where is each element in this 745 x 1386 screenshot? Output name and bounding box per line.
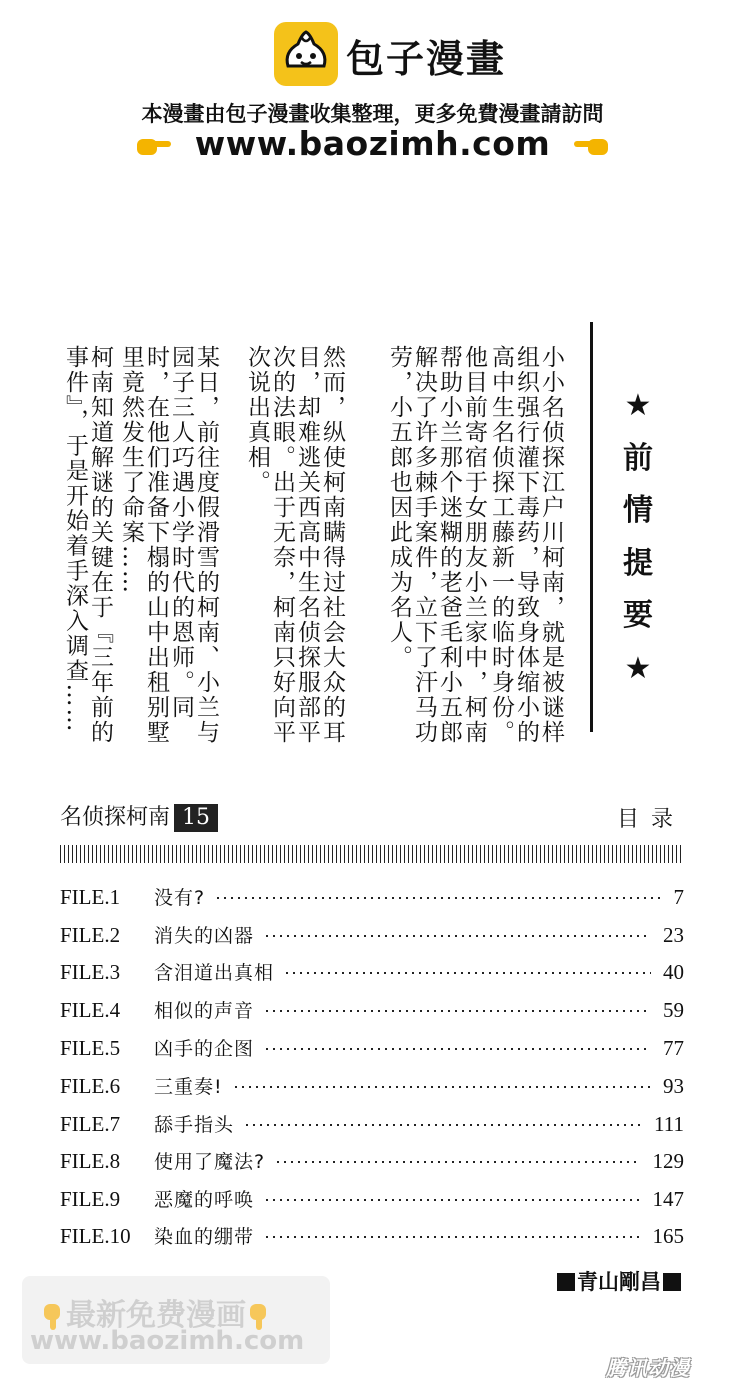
toc-leader-dots	[277, 1161, 640, 1163]
synopsis-paragraph-4: 某日，前往度假滑雪的柯南、小兰与园子三人巧遇小学时代的恩师。同时，在他们准备下榻的山中出租别墅里竟然发生了命案……	[118, 345, 219, 745]
toc-file-number: FILE.10	[60, 1224, 131, 1248]
tagline: 本漫畫由包子漫畫收集整理，更多免費漫畫請訪問	[141, 102, 604, 126]
toc-leader-dots	[266, 1010, 651, 1012]
series-title: 名侦探柯南	[60, 805, 171, 830]
watermark-text: 最新免费漫画	[66, 1298, 246, 1333]
pointing-right-hand-icon	[133, 133, 173, 159]
toc-file-number: FILE.8	[60, 1149, 121, 1173]
toc-file-number: FILE.4	[60, 998, 121, 1022]
toc-chapter-title: 使用了魔法?	[154, 1151, 266, 1173]
toc-chapter-title: 没有?	[154, 887, 206, 909]
toc-chapter-title: 三重奏!	[154, 1076, 223, 1098]
toc-file-number: FILE.3	[60, 960, 121, 984]
toc-entry[interactable]	[60, 1034, 684, 1064]
toc-chapter-title: 相似的声音	[154, 1000, 255, 1022]
pointing-left-hand-icon	[572, 133, 612, 159]
synopsis-paragraph-2: 他目前寄宿于女朋友小兰家中，柯南帮助小兰那个迷糊的老爸毛利小五郎解决了许多棘手案件，立下了汗马功劳，小五郎也因此成为名人。	[386, 345, 487, 745]
toc-page-number: 7	[673, 885, 684, 909]
toc-entry[interactable]	[60, 1185, 684, 1215]
brand-name: 包子漫畫	[346, 37, 507, 81]
author-credit	[555, 1266, 683, 1296]
toc-page-number: 59	[663, 998, 684, 1022]
toc-entry[interactable]	[60, 996, 684, 1026]
toc-chapter-title: 舔手指头	[154, 1114, 235, 1136]
watermark-url[interactable]: www.baozimh.com	[30, 1326, 305, 1356]
url-row	[0, 124, 745, 163]
tencent-comic-logo: 腾讯动漫	[606, 1356, 690, 1380]
toc-file-number: FILE.5	[60, 1036, 121, 1060]
toc-page-number: 23	[663, 923, 684, 947]
toc-page-number: 40	[663, 960, 684, 984]
synopsis-paragraph-1: 小小名侦探江户川柯南，就是被谜样组织强行灌下毒药，导致身体缩小的高中生名侦探工藤新一的临时身份。	[488, 345, 564, 745]
square-icon	[557, 1273, 575, 1291]
toc-page-number: 165	[652, 1224, 684, 1248]
toc-chapter-title: 消失的凶器	[154, 925, 255, 947]
synopsis-heading	[618, 380, 658, 695]
heading-char: 前	[623, 440, 653, 476]
heading-char: 要	[623, 598, 653, 633]
toc-chapter-title: 凶手的企图	[154, 1038, 255, 1060]
toc-leader-dots	[235, 1086, 651, 1088]
toc-chapter-title: 恶魔的呼唤	[154, 1189, 255, 1211]
toc-entry[interactable]	[60, 1147, 684, 1177]
toc-leader-dots	[217, 897, 661, 899]
toc-file-number: FILE.1	[60, 885, 121, 909]
toc-file-number: FILE.2	[60, 923, 121, 947]
toc-chapter-title: 染血的绷带	[154, 1226, 255, 1248]
toc-entry[interactable]	[60, 883, 684, 913]
baozi-logo-icon	[274, 22, 338, 86]
toc-leader-dots	[266, 935, 651, 937]
synopsis-paragraph-5: 柯南知道解谜的关键在于『三年前的事件』，于是开始着手深入调查……	[62, 345, 113, 745]
toc-entry[interactable]	[60, 1072, 684, 1102]
toc-page-number: 77	[663, 1036, 684, 1060]
toc-file-number: FILE.6	[60, 1074, 121, 1098]
decorative-barcode-rule	[60, 845, 682, 863]
toc-page-number: 147	[652, 1187, 684, 1211]
toc-leader-dots	[286, 972, 651, 974]
toc-file-number: FILE.9	[60, 1187, 121, 1211]
author-name: 青山剛昌	[577, 1270, 661, 1294]
toc-label: 目录	[616, 807, 685, 832]
toc-page-number: 129	[652, 1149, 684, 1173]
toc-leader-dots	[266, 1236, 640, 1238]
toc-file-number: FILE.7	[60, 1112, 121, 1136]
synopsis-divider	[590, 322, 593, 732]
star-icon: ★	[624, 650, 652, 686]
toc-page-number: 93	[663, 1074, 684, 1098]
toc-entry[interactable]	[60, 1222, 684, 1252]
toc-leader-dots	[266, 1199, 640, 1201]
heading-char: 情	[623, 493, 653, 528]
synopsis-paragraph-3: 然而，纵使柯南瞒得过社会大众的耳目，却难逃关西高中生名侦探服部平次的法眼。出于无奈，柯南只好向平次说出真相。	[244, 345, 345, 745]
site-url[interactable]: www.baozimh.com	[194, 124, 551, 163]
toc-entry[interactable]	[60, 921, 684, 951]
toc-entry[interactable]	[60, 1110, 684, 1140]
square-icon	[663, 1273, 681, 1291]
toc-chapter-title: 含泪道出真相	[154, 962, 275, 984]
toc-series-title	[60, 800, 218, 832]
heading-char: 提	[623, 545, 653, 581]
volume-badge: 15	[174, 804, 218, 832]
toc-leader-dots	[266, 1048, 651, 1050]
toc-entry[interactable]	[60, 958, 684, 988]
star-icon: ★	[624, 388, 652, 423]
toc-page-number: 111	[654, 1112, 684, 1136]
toc-leader-dots	[246, 1124, 642, 1126]
